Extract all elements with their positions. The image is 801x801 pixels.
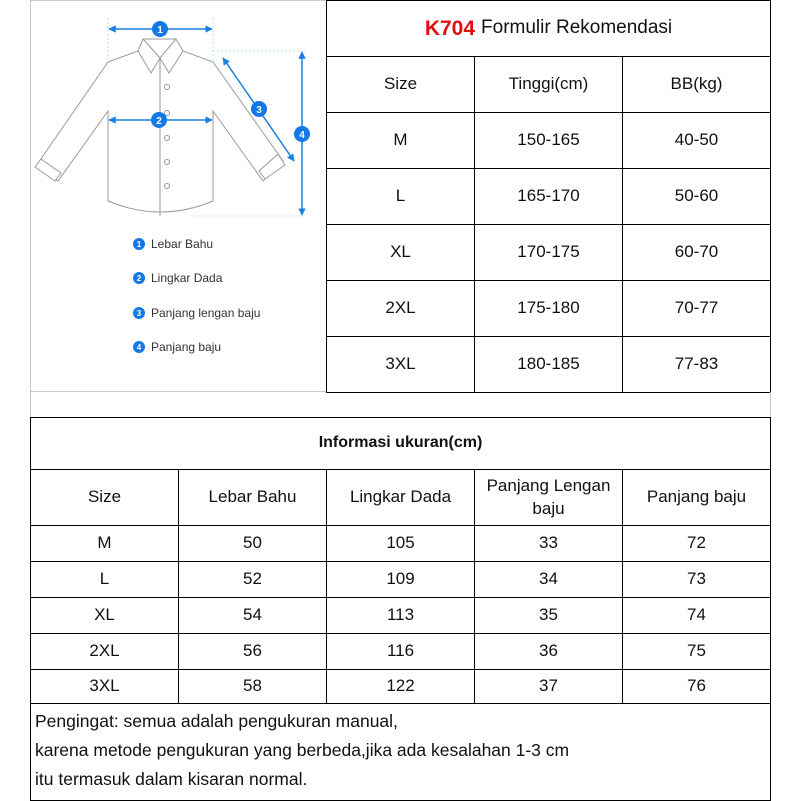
recommendation-cell <box>474 168 623 225</box>
size-info-table <box>30 417 771 704</box>
size-info-header-cell <box>622 469 771 526</box>
recommendation-cell <box>474 280 623 337</box>
size-info-cell <box>30 561 179 598</box>
svg-text:2: 2 <box>156 116 162 127</box>
recommendation-cell <box>474 336 623 393</box>
measurement-note <box>30 703 771 801</box>
recommendation-cell <box>326 112 475 169</box>
size-info-cell <box>30 597 179 634</box>
legend-item <box>133 306 260 320</box>
number-badge-icon: 3 <box>133 307 145 319</box>
cell-value: L <box>99 569 110 589</box>
cell-value: 72 <box>687 533 706 553</box>
cell-value: 36 <box>539 641 558 661</box>
recommendation-cell <box>622 168 771 225</box>
recommendation-title-text: Formulir Rekomendasi <box>481 17 673 39</box>
size-info-cell <box>326 633 475 670</box>
cell-value: 3XL <box>385 354 416 374</box>
legend-item <box>133 271 222 285</box>
cell-value: 54 <box>243 605 262 625</box>
cell-value: 150-165 <box>517 130 580 150</box>
size-info-header-cell <box>178 469 327 526</box>
number-badge-icon: 1 <box>133 238 145 250</box>
cell-value: 37 <box>539 676 558 696</box>
spacer-row <box>30 392 771 417</box>
cell-value: 50-60 <box>674 186 719 206</box>
cell-value: 170-175 <box>517 242 580 262</box>
recommendation-header-cell <box>326 56 475 113</box>
shirt-illustration-panel <box>30 0 326 392</box>
cell-value: 116 <box>386 641 415 661</box>
note-line: Pengingat: semua adalah pengukuran manual, <box>35 711 398 731</box>
cell-value: XL <box>94 605 115 625</box>
size-info-header-cell <box>326 469 475 526</box>
recommendation-cell <box>474 224 623 281</box>
cell-value: 56 <box>243 641 262 661</box>
size-info-cell <box>622 561 771 598</box>
recommendation-cell <box>622 280 771 337</box>
cell-value: 70-77 <box>674 298 719 318</box>
recommendation-table <box>326 0 771 393</box>
size-info-cell <box>622 633 771 670</box>
cell-value: M <box>393 130 408 150</box>
column-header: Lebar Bahu <box>208 487 297 507</box>
size-info-title <box>30 417 771 470</box>
recommendation-header-cell <box>622 56 771 113</box>
legend-label: Lingkar Dada <box>151 271 223 285</box>
column-header: Panjang baju <box>646 487 747 507</box>
product-code: K704 <box>424 16 476 40</box>
size-info-cell <box>30 633 179 670</box>
cell-value: M <box>97 533 112 553</box>
column-header: Size <box>383 74 418 94</box>
size-info-cell <box>30 525 179 562</box>
size-info-cell <box>474 525 623 562</box>
cell-value: 122 <box>386 676 415 696</box>
size-info-cell <box>474 633 623 670</box>
recommendation-cell <box>326 168 475 225</box>
size-info-cell <box>622 525 771 562</box>
cell-value: 58 <box>243 676 262 696</box>
badge-2 <box>151 112 167 128</box>
cell-value: 74 <box>687 605 706 625</box>
cell-value: 175-180 <box>517 298 580 318</box>
svg-text:3: 3 <box>256 105 262 116</box>
legend-label: Panjang lengan baju <box>151 306 261 320</box>
size-info-cell <box>622 597 771 634</box>
column-header: Panjang Lengan baju <box>486 476 611 518</box>
column-header: BB(kg) <box>670 74 723 94</box>
size-info-cell <box>326 525 475 562</box>
cell-value: 105 <box>386 533 415 553</box>
legend-item <box>133 237 213 251</box>
cell-value: 77-83 <box>674 354 719 374</box>
size-info-cell <box>30 669 179 704</box>
cell-value: 40-50 <box>674 130 719 150</box>
size-info-cell <box>622 669 771 704</box>
column-header: Tinggi(cm) <box>508 74 589 94</box>
svg-text:4: 4 <box>299 130 305 141</box>
size-info-cell <box>178 597 327 634</box>
cell-value: L <box>395 186 406 206</box>
cell-value: 60-70 <box>674 242 719 262</box>
size-info-cell <box>326 597 475 634</box>
cell-value: 180-185 <box>517 354 580 374</box>
cell-value: 35 <box>539 605 558 625</box>
cell-value: 3XL <box>89 676 120 696</box>
cell-value: 34 <box>539 569 558 589</box>
size-info-cell <box>178 669 327 704</box>
size-info-cell <box>178 561 327 598</box>
recommendation-cell <box>474 112 623 169</box>
legend-item <box>133 340 221 354</box>
recommendation-cell <box>622 224 771 281</box>
size-info-cell <box>326 669 475 704</box>
column-header: Size <box>87 487 122 507</box>
recommendation-cell <box>622 112 771 169</box>
size-info-cell <box>326 561 475 598</box>
column-header: Lingkar Dada <box>349 487 452 507</box>
cell-value: 52 <box>243 569 262 589</box>
legend-label: Panjang baju <box>151 340 222 354</box>
legend-label: Lebar Bahu <box>151 237 214 251</box>
cell-value: 2XL <box>385 298 416 318</box>
cell-value: 2XL <box>89 641 120 661</box>
note-line: itu termasuk dalam kisaran normal. <box>35 769 308 789</box>
size-info-title-text: Informasi ukuran(cm) <box>318 434 483 452</box>
shirt-diagram <box>31 1 327 231</box>
cell-value: 76 <box>687 676 706 696</box>
cell-value: 165-170 <box>517 186 580 206</box>
size-info-cell <box>474 561 623 598</box>
cell-value: 50 <box>243 533 262 553</box>
badge-4 <box>294 126 310 142</box>
size-info-header-cell <box>30 469 179 526</box>
cell-value: 73 <box>687 569 706 589</box>
recommendation-cell <box>326 224 475 281</box>
badge-3 <box>251 101 267 117</box>
size-info-cell <box>178 633 327 670</box>
size-info-cell <box>474 669 623 704</box>
recommendation-cell <box>326 336 475 393</box>
cell-value: 109 <box>386 569 415 589</box>
cell-value: 33 <box>539 533 558 553</box>
size-info-header-cell <box>474 469 623 526</box>
cell-value: XL <box>390 242 411 262</box>
number-badge-icon: 2 <box>133 272 145 284</box>
cell-value: 113 <box>386 605 415 625</box>
badge-1 <box>152 21 168 37</box>
recommendation-cell <box>326 280 475 337</box>
number-badge-icon: 4 <box>133 341 145 353</box>
note-line: karena metode pengukuran yang berbeda,jika ada kesalahan 1-3 cm <box>35 740 570 760</box>
recommendation-header-cell <box>474 56 623 113</box>
size-info-cell <box>474 597 623 634</box>
size-info-cell <box>178 525 327 562</box>
recommendation-cell <box>622 336 771 393</box>
recommendation-title <box>326 0 771 57</box>
cell-value: 75 <box>687 641 706 661</box>
svg-text:1: 1 <box>157 25 163 36</box>
